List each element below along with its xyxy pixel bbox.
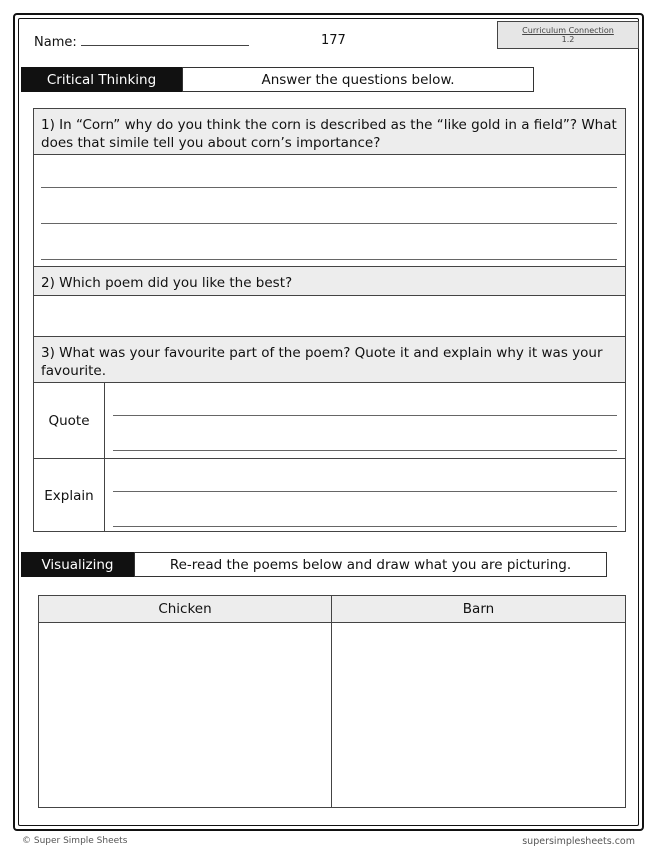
question-2-block — [33, 266, 626, 337]
visualizing-label: Visualizing — [21, 552, 134, 577]
explain-answer-line[interactable] — [113, 491, 617, 492]
question-1-text: 1) In “Corn” why do you think the corn is described as the “like gold in a field”? What does that simile tell you about corn’s importance? — [34, 109, 625, 155]
question-1-block — [33, 108, 626, 267]
curriculum-code: 1.2 — [561, 35, 575, 44]
explain-row — [34, 458, 625, 532]
quote-label: Quote — [34, 383, 105, 458]
visualizing-bar — [21, 552, 607, 577]
quote-answer-line[interactable] — [113, 450, 617, 451]
chicken-column — [39, 596, 332, 807]
answer-line[interactable] — [41, 187, 617, 188]
barn-column — [332, 596, 625, 807]
question-3-block — [33, 336, 626, 532]
quote-row — [34, 382, 625, 458]
curriculum-connection-box — [497, 21, 639, 49]
drawing-table — [38, 595, 626, 808]
footer-copyright: © Super Simple Sheets — [22, 836, 128, 846]
critical-thinking-instruction: Answer the questions below. — [182, 67, 534, 92]
visualizing-instruction: Re-read the poems below and draw what you are picturing. — [134, 552, 607, 577]
critical-thinking-bar — [21, 67, 534, 92]
question-3-text: 3) What was your favourite part of the poem? Quote it and explain why it was your favourite. — [34, 337, 625, 382]
answer-line[interactable] — [41, 223, 617, 224]
barn-drawing-area[interactable] — [332, 623, 625, 807]
explain-answer-line[interactable] — [113, 526, 617, 527]
question-2-text: 2) Which poem did you like the best? — [34, 267, 625, 296]
explain-label: Explain — [34, 459, 105, 532]
barn-header: Barn — [332, 596, 625, 623]
page-number: 177 — [321, 33, 346, 48]
question-2-answer-area[interactable] — [34, 296, 625, 336]
name-blank-line[interactable] — [81, 34, 249, 46]
name-label: Name: — [34, 35, 77, 50]
footer-website[interactable]: supersimplesheets.com — [522, 836, 635, 847]
chicken-drawing-area[interactable] — [39, 623, 331, 807]
critical-thinking-label: Critical Thinking — [21, 67, 182, 92]
name-field[interactable] — [34, 34, 249, 50]
quote-answer-line[interactable] — [113, 415, 617, 416]
curriculum-title: Curriculum Connection — [522, 26, 614, 35]
answer-line[interactable] — [41, 259, 617, 260]
chicken-header: Chicken — [39, 596, 331, 623]
